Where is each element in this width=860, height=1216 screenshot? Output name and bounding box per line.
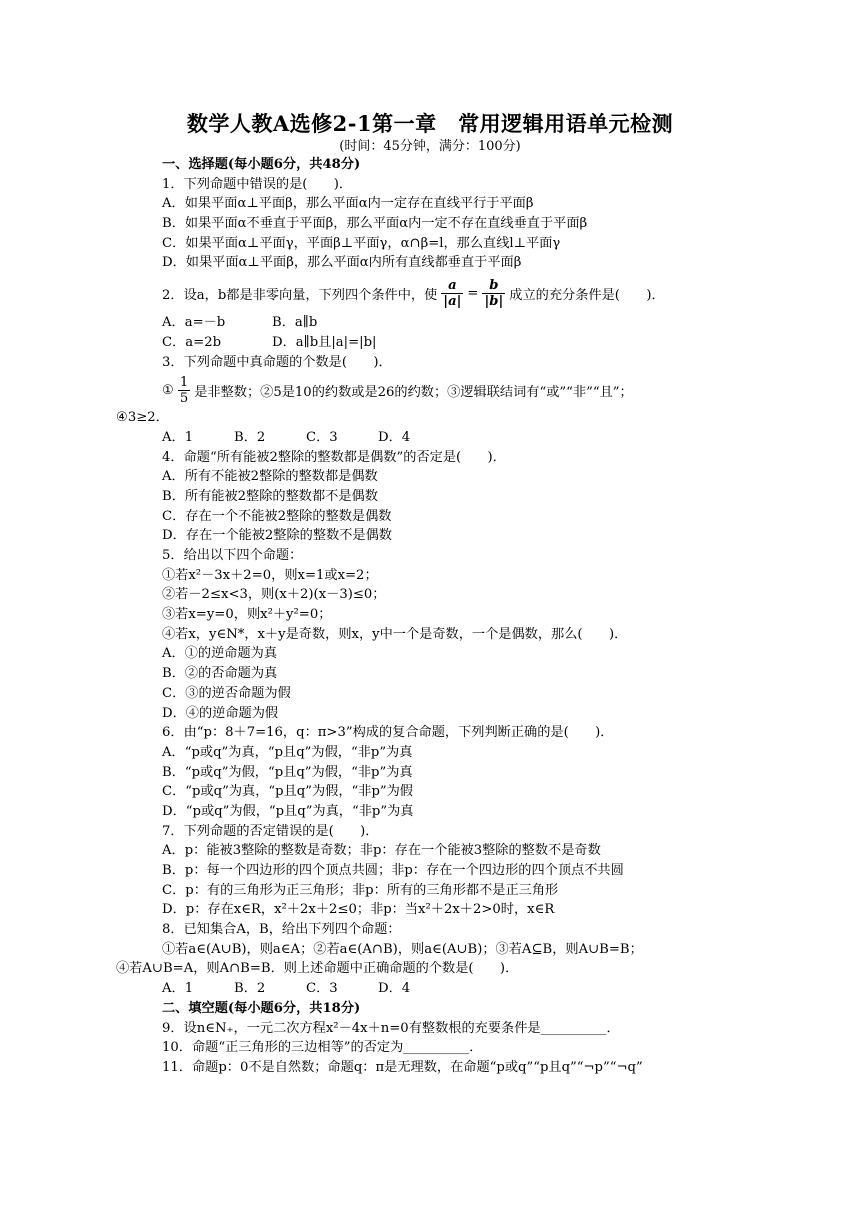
section-heading: 一、选择题(每小题6分，共48分): [162, 157, 361, 172]
fraction-denominator: 5: [179, 390, 189, 406]
question-stem: 10．命题“正三角形的三边相等”的否定为__________．: [162, 1040, 483, 1056]
page-title: 数学人教A选修2-1第一章 常用逻辑用语单元检测: [186, 111, 674, 136]
option-c: C．3: [306, 981, 338, 997]
page-subtitle: (时间：45分钟，满分：100分): [339, 139, 521, 154]
proposition: ②若－2≤x<3，则(x＋2)(x－3)≤0；: [162, 587, 386, 603]
question-stem: 11．命题p：0不是自然数；命题q：π是无理数，在命题“p或q”“p且q”“¬p”“¬q”: [162, 1059, 643, 1075]
stem-text: 2．设a，b都是非零向量，下列四个条件中，使: [162, 287, 438, 303]
option-d: D．4: [378, 981, 411, 997]
proposition: ①若x²－3x＋2=0，则x=1或x=2；: [162, 567, 378, 583]
option-d: D．4: [378, 429, 411, 445]
option-c: C．a=2b: [162, 334, 222, 350]
option-d: D．a∥b且|a|=|b|: [272, 334, 377, 350]
option-b: B．2: [234, 429, 266, 445]
option-c: C．p：有的三角形为正三角形；非p：所有的三角形都不是正三角形: [162, 882, 559, 898]
option-b: B．2: [234, 981, 266, 997]
option-a: A．p：能被3整除的整数是奇数；非p：存在一个能被3整除的整数不是奇数: [162, 843, 601, 859]
question-items: [162, 372, 722, 408]
proposition: ③若x=y=0，则x²＋y²=0；: [162, 607, 332, 623]
option-a: A．①的逆命题为真: [162, 646, 278, 662]
option-row: [162, 313, 722, 333]
fraction-denominator: |b|: [484, 293, 504, 309]
option-b: B．如果平面α不垂直于平面β，那么平面α内一定不存在直线垂直于平面β: [162, 216, 588, 232]
item-continuation: ④3≥2．: [116, 410, 169, 426]
item-continuation: ④若A∪B=A，则A∩B=B．则上述命题中正确命题的个数是( )．: [116, 961, 519, 977]
option-row: [162, 979, 722, 999]
option-row: [162, 333, 722, 353]
option-a: A．1: [162, 981, 194, 997]
option-d: D．④的逆命题为假: [162, 705, 279, 721]
question-stem: 5．给出以下四个命题：: [162, 548, 303, 563]
question-stem: 6．由“p：8＋7=16，q：π>3”构成的复合命题，下列判断正确的是( )．: [162, 725, 614, 741]
question-stem: 8．已知集合A，B，给出下列四个命题：: [162, 922, 401, 938]
fraction-numerator: a: [448, 277, 457, 293]
question-stem: [162, 273, 722, 313]
option-row: [162, 428, 722, 448]
exam-content: [116, 155, 722, 1078]
option-d: D．p：存在x∈R，x²＋2x＋2≤0；非p：当x²＋2x＋2>0时，x∈R: [162, 902, 555, 918]
option-c: C．3: [306, 429, 338, 445]
section-heading: 二、填空题(每小题6分，共18分): [162, 1000, 361, 1016]
option-a: A．如果平面α⊥平面β，那么平面α内一定存在直线平行于平面β: [162, 196, 534, 212]
fraction: [178, 375, 190, 406]
question-stem: 1．下列命题中错误的是( )．: [162, 176, 353, 192]
option-b: B．②的否命题为真: [162, 666, 278, 682]
fraction: [482, 278, 505, 309]
question-stem: 4．命题“所有能被2整除的整数都是偶数”的否定是( )．: [162, 449, 506, 465]
fraction-numerator: b: [489, 277, 499, 293]
fraction-denominator: |a|: [443, 293, 462, 309]
option-b: B．所有能被2整除的整数都不是偶数: [162, 488, 378, 504]
item-text: 是非整数；②5是10的约数或是26的约数；③逻辑联结词有“或”“非”“且”；: [194, 384, 633, 400]
option-d: D．如果平面α⊥平面β，那么平面α内所有直线都垂直于平面β: [162, 255, 522, 271]
option-d: D．存在一个能被2整除的整数不是偶数: [162, 528, 392, 544]
option-a: A．所有不能被2整除的整数都是偶数: [162, 469, 378, 485]
option-c: C．存在一个不能被2整除的整数是偶数: [162, 508, 392, 524]
option-b: B．p：每一个四边形的四个顶点共圆；非p：存在一个四边形的四个顶点不共圆: [162, 863, 624, 878]
option-c: C．如果平面α⊥平面γ，平面β⊥平面γ，α∩β=l，那么直线l⊥平面γ: [162, 235, 561, 251]
item-marker: ①: [162, 382, 174, 398]
option-b: B．“p或q”为假，“p且q”为假，“非p”为真: [162, 764, 413, 780]
fraction: [441, 278, 463, 309]
option-a: A．1: [162, 429, 194, 445]
equals-sign: =: [467, 285, 479, 301]
question-stem: 9．设n∈N₊，一元二次方程x²－4x＋n=0有整数根的充要条件是__________．: [162, 1020, 620, 1036]
option-c: C．“p或q”为真，“p且q”为假，“非p”为假: [162, 784, 413, 800]
option-c: C．③的逆否命题为假: [162, 685, 291, 701]
question-stem: 7．下列命题的否定错误的是( )．: [162, 823, 379, 839]
option-a: A．“p或q”为真，“p且q”为假，“非p”为真: [162, 744, 413, 760]
stem-text: 成立的充分条件是( )．: [509, 287, 665, 303]
question-stem: 3．下列命题中真命题的个数是( )．: [162, 354, 392, 370]
fraction-numerator: 1: [179, 374, 189, 390]
proposition: ④若x，y∈N*，x＋y是奇数，则x，y中一个是奇数，一个是偶数，那么( )．: [162, 626, 628, 642]
option-d: D．“p或q”为假，“p且q”为真，“非p”为真: [162, 803, 414, 819]
question-items: ①若a∈(A∪B)，则a∈A；②若a∈(A∩B)，则a∈(A∪B)；③若A⊆B，则A∪B=B；: [162, 941, 643, 957]
option-a: A．a=－b: [162, 315, 226, 331]
option-b: B．a∥b: [272, 315, 318, 331]
